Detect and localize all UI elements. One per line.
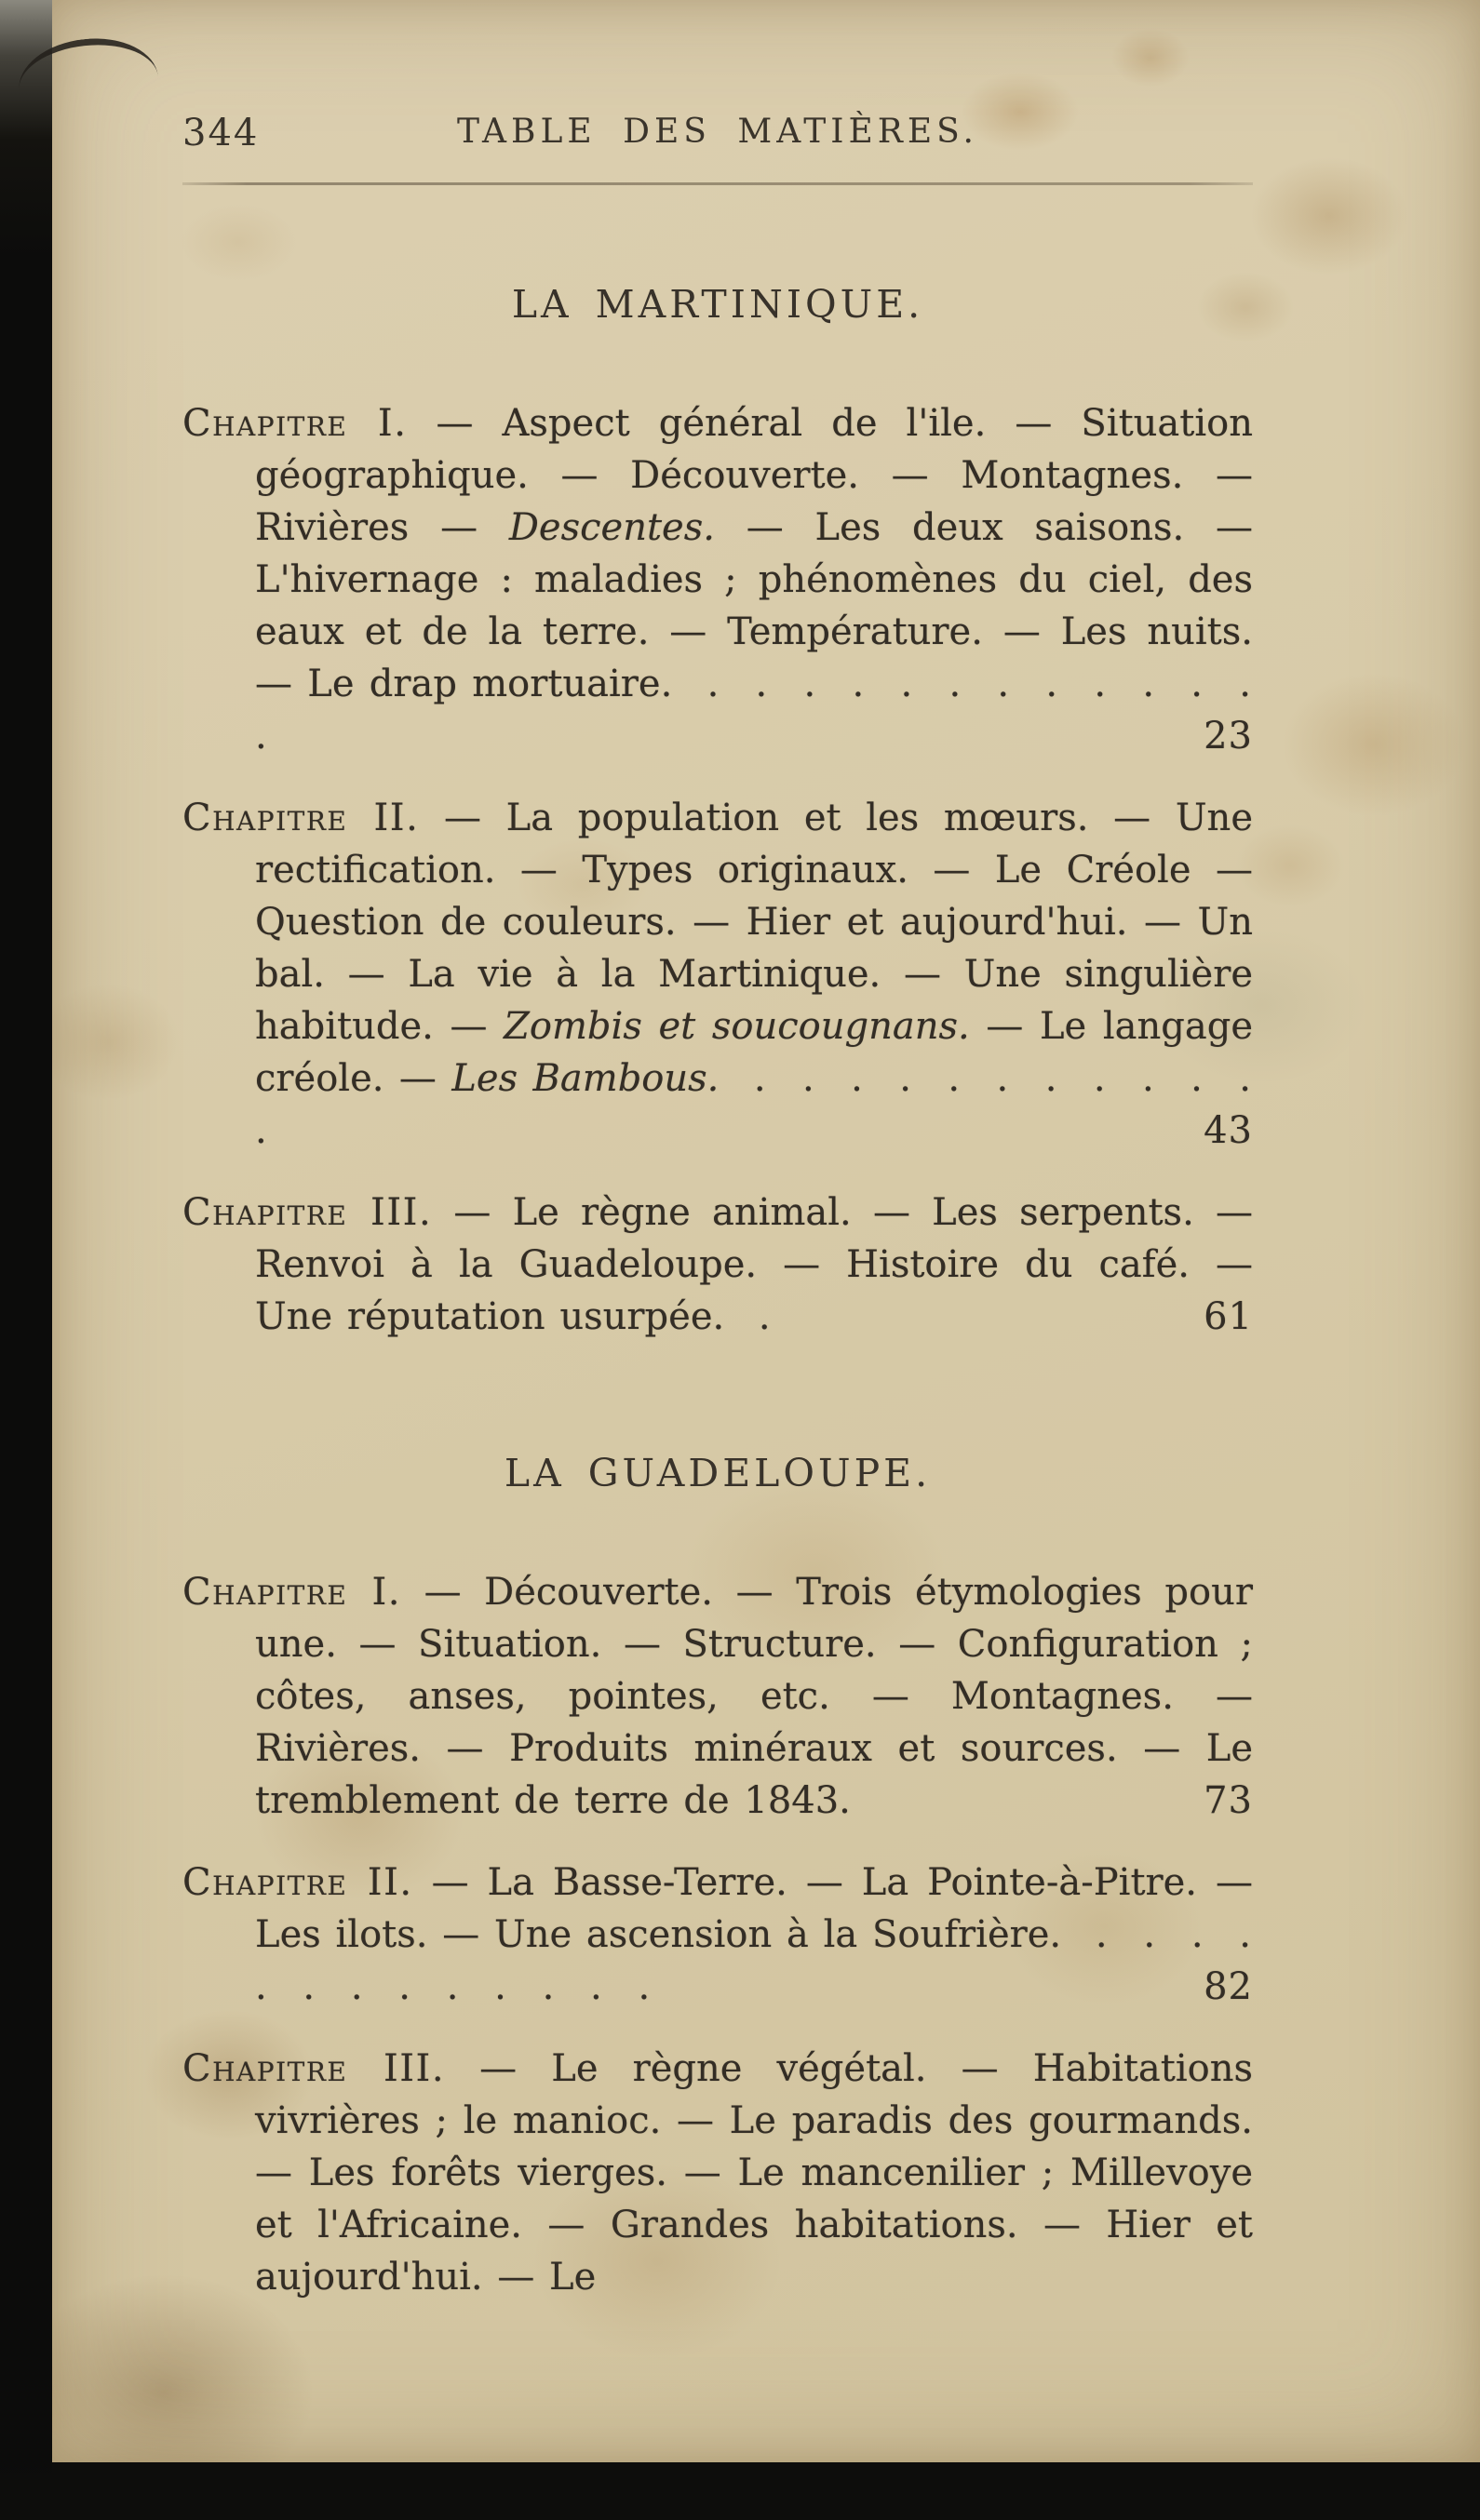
section-martinique (182, 282, 1253, 1343)
entry-page-number: 82 (1204, 1965, 1253, 2008)
entry-text: — La Basse-Terre. — La Pointe-à-Pitre. — Les ilots. — Une ascension à la Soufrière. (255, 1861, 1253, 1956)
toc-entry-martinique-ch3 (182, 1186, 1253, 1343)
toc-entry-guadeloupe-ch3 (182, 2043, 1253, 2303)
page-content (52, 0, 1480, 2303)
running-title: TABLE DES MATIÈRES. (457, 113, 978, 151)
entry-page-number: 73 (1204, 1779, 1253, 1822)
chapter-label: Chapitre II. (182, 797, 420, 839)
toc-entry-martinique-ch1 (182, 397, 1253, 762)
section-heading-guadeloupe: LA GUADELOUPE. (504, 1451, 932, 1495)
chapter-label: Chapitre II. (182, 1861, 413, 1904)
entry-text-italic: Descentes. (508, 506, 715, 549)
chapter-label: Chapitre I. (182, 402, 408, 445)
toc-entry-guadeloupe-ch2 (182, 1856, 1253, 2013)
chapter-label: Chapitre III. (182, 2047, 446, 2090)
section-guadeloupe (182, 1451, 1253, 2303)
toc-entry-guadeloupe-ch1 (182, 1566, 1253, 1827)
entry-page-number: 23 (1204, 715, 1253, 757)
dot-leader: . . . . . . . . . . . . . (255, 1913, 1254, 2008)
entry-page-number: 43 (1204, 1109, 1253, 1152)
entry-text: — La population et les mœurs. — Une rectification. — Types originaux. — Le Créole — Question de couleurs. — Hier et aujourd'hui. — Un bal. — La vie à la Martinique. — Une singulière habitude. — (255, 797, 1253, 1048)
chapter-label: Chapitre III. (182, 1191, 433, 1234)
entry-text: — Aspect général de l'ile. — Situation géographique. — Découverte. — Montagnes. — Rivières — (255, 402, 1253, 549)
dot-leader: . (724, 1295, 773, 1338)
page-number-folio: 344 (182, 112, 260, 154)
section-heading-martinique: LA MARTINIQUE. (511, 282, 924, 327)
entry-text: — Les deux saisons. — L'hivernage : maladies ; phénomènes du ciel, des eaux et de la terre. — Température. — Les nuits. — Le drap mortuaire. (255, 506, 1253, 705)
entry-text: — Le règne végétal. — Habitations vivrières ; le manioc. — Le paradis des gourmands. — Les forêts vierges. — Le mancenilier ; Millevoye et l'Africaine. — Grandes habitations. — Hier et aujourd'hui. — Le (255, 2047, 1253, 2299)
toc-entry-martinique-ch2 (182, 792, 1253, 1157)
entry-page-number: 61 (1204, 1295, 1253, 1338)
chapter-label: Chapitre I. (182, 1571, 401, 1614)
entry-text: — Le règne animal. — Les serpents. — Renvoi à la Guadeloupe. — Histoire du café. — Une réputation usurpée. (255, 1191, 1253, 1338)
page-header (182, 110, 1253, 160)
entry-text-italic: Les Bambous. (451, 1057, 720, 1100)
entry-text: — Découverte. — Trois étymologies pour une. — Situation. — Structure. — Configuration ; côtes, anses, pointes, etc. — Montagnes. — Rivières. — Produits minéraux et sources. — Le tremblement de terre de 1843. (255, 1571, 1254, 1822)
dot-leader: . . . . . . . . . . . . (255, 1057, 1253, 1152)
scan-edge-left (0, 0, 52, 2520)
scan-edge-bottom (0, 2462, 1480, 2520)
dot-leader: . . . . . . . . . . . . . (255, 663, 1253, 757)
header-rule (182, 182, 1253, 185)
page-paper (52, 0, 1480, 2462)
entry-text: — Le langage créole. — (255, 1005, 1254, 1100)
entry-text-italic: Zombis et soucougnans. (504, 1005, 970, 1048)
